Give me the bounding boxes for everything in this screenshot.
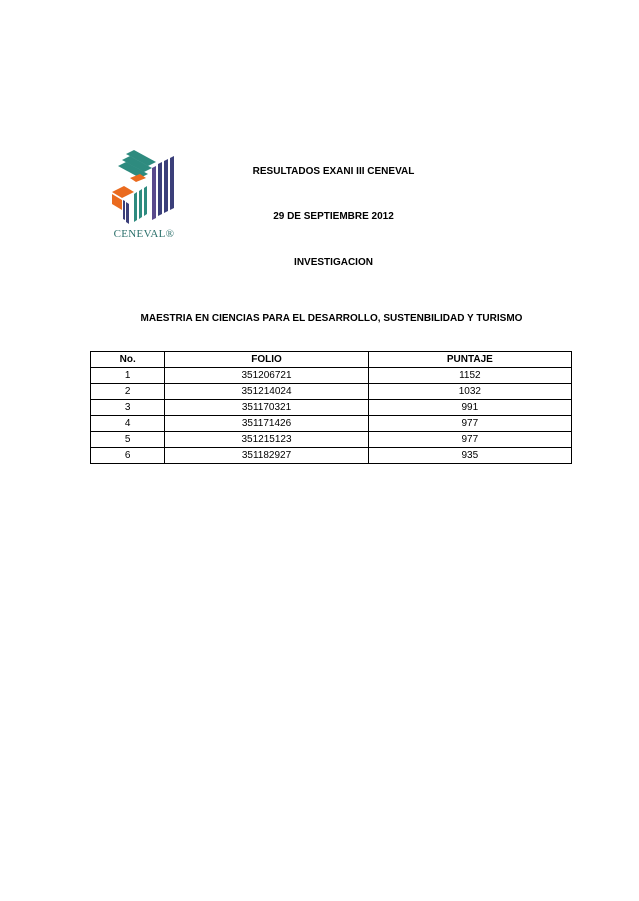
cell-no: 6 <box>91 448 165 464</box>
table-header-row <box>91 352 572 368</box>
cell-puntaje: 1152 <box>368 368 571 384</box>
cell-no: 1 <box>91 368 165 384</box>
program-heading: MAESTRIA EN CIENCIAS PARA EL DESARROLLO, SUSTENBILIDAD Y TURISMO <box>140 313 523 324</box>
cell-folio: 351171426 <box>165 416 368 432</box>
cell-folio: 351170321 <box>165 400 368 416</box>
header-folio: FOLIO <box>165 352 368 368</box>
table-row <box>91 432 572 448</box>
table-row <box>91 400 572 416</box>
cell-folio: 351214024 <box>165 384 368 400</box>
cell-puntaje: 935 <box>368 448 571 464</box>
cell-no: 2 <box>91 384 165 400</box>
cell-no: 4 <box>91 416 165 432</box>
table-row <box>91 416 572 432</box>
cell-folio: 351182927 <box>165 448 368 464</box>
cell-no: 3 <box>91 400 165 416</box>
logo-wordmark: CENEVAL® <box>113 228 175 240</box>
cell-puntaje: 977 <box>368 432 571 448</box>
results-table <box>90 351 572 464</box>
ceneval-logo <box>104 148 184 243</box>
header-no: No. <box>91 352 165 368</box>
cell-puntaje: 1032 <box>368 384 571 400</box>
area-heading: INVESTIGACION <box>294 257 373 268</box>
cell-puntaje: 977 <box>368 416 571 432</box>
table-row <box>91 384 572 400</box>
header-puntaje: PUNTAJE <box>368 352 571 368</box>
cell-folio: 351206721 <box>165 368 368 384</box>
results-title: RESULTADOS EXANI III CENEVAL <box>252 166 415 177</box>
cell-folio: 351215123 <box>165 432 368 448</box>
exam-date: 29 DE SEPTIEMBRE 2012 <box>273 211 394 222</box>
cell-puntaje: 991 <box>368 400 571 416</box>
table-row <box>91 448 572 464</box>
table-row <box>91 368 572 384</box>
cell-no: 5 <box>91 432 165 448</box>
